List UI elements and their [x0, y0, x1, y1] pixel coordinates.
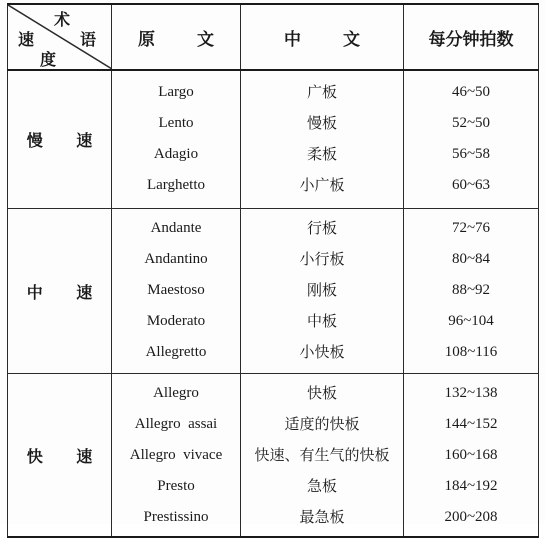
bpm-cell	[404, 374, 539, 538]
chinese-text: 小行板	[299, 250, 345, 268]
chinese-text: 适度的快板	[284, 415, 360, 433]
bpm-text: 88~92	[451, 282, 491, 298]
chinese-text: 刚板	[306, 281, 337, 299]
bpm-text: 184~192	[444, 478, 498, 494]
tempo-table	[7, 3, 539, 538]
bpm-text: 108~116	[444, 344, 498, 360]
category-medium: 中 速	[8, 209, 112, 374]
original-text: Adagio	[153, 146, 199, 162]
original-text: Maestoso	[147, 282, 205, 298]
chinese-cell	[241, 70, 404, 209]
chinese-text: 小快板	[299, 343, 345, 361]
table-row-group-slow	[8, 70, 539, 209]
original-text: Moderato	[146, 313, 206, 329]
bpm-text: 52~50	[451, 115, 491, 131]
chinese-text: 中板	[306, 312, 337, 330]
original-text: Prestissino	[143, 509, 209, 525]
bpm-text: 160~168	[444, 447, 498, 463]
bpm-text: 96~104	[448, 313, 494, 329]
original-text: Presto	[157, 478, 195, 494]
original-text: Allegretto	[145, 344, 207, 360]
table-header-row	[8, 4, 539, 70]
bpm-text: 60~63	[451, 177, 491, 193]
bpm-text: 72~76	[451, 220, 491, 236]
bpm-text: 144~152	[444, 416, 498, 432]
category-slow: 慢 速	[8, 70, 112, 209]
chinese-text: 柔板	[306, 145, 337, 163]
chinese-text: 快板	[306, 384, 337, 402]
original-text: Lento	[158, 115, 194, 131]
original-cell	[112, 70, 241, 209]
bpm-cell	[404, 70, 539, 209]
header-bpm: 每分钟拍数	[404, 4, 539, 70]
original-text: Andantino	[144, 251, 208, 267]
table-row-group-fast	[8, 374, 539, 538]
corner-label-du: 度	[40, 50, 57, 69]
category-fast: 快 速	[8, 374, 112, 538]
bpm-text: 56~58	[451, 146, 491, 162]
chinese-text: 最急板	[299, 508, 345, 526]
chinese-text: 广板	[306, 83, 337, 101]
corner-label-shu: 术	[54, 10, 71, 29]
chinese-text: 行板	[306, 219, 337, 237]
corner-label-su: 速	[18, 30, 35, 49]
original-text: Largo	[158, 84, 194, 100]
chinese-text: 快速、有生气的快板	[254, 446, 390, 464]
bpm-text: 200~208	[444, 509, 498, 525]
chinese-cell	[241, 374, 404, 538]
diagonal-header	[8, 5, 111, 69]
original-text: Andante	[150, 220, 202, 236]
chinese-cell	[241, 209, 404, 374]
original-text: Allegro	[153, 385, 199, 401]
bpm-text: 80~84	[451, 251, 491, 267]
original-text: Allegro assai	[134, 416, 218, 432]
header-original: 原 文	[112, 4, 241, 70]
table-row-group-medium	[8, 209, 539, 374]
chinese-text: 小广板	[299, 176, 345, 194]
corner-label-yu: 语	[80, 30, 97, 49]
header-chinese: 中 文	[241, 4, 404, 70]
original-text: Allegro vivace	[129, 447, 223, 463]
bpm-text: 132~138	[444, 385, 498, 401]
header-corner-cell	[8, 4, 112, 70]
original-cell	[112, 374, 241, 538]
bpm-cell	[404, 209, 539, 374]
original-text: Larghetto	[146, 177, 206, 193]
bpm-text: 46~50	[451, 84, 491, 100]
chinese-text: 慢板	[306, 114, 337, 132]
original-cell	[112, 209, 241, 374]
chinese-text: 急板	[306, 477, 337, 495]
